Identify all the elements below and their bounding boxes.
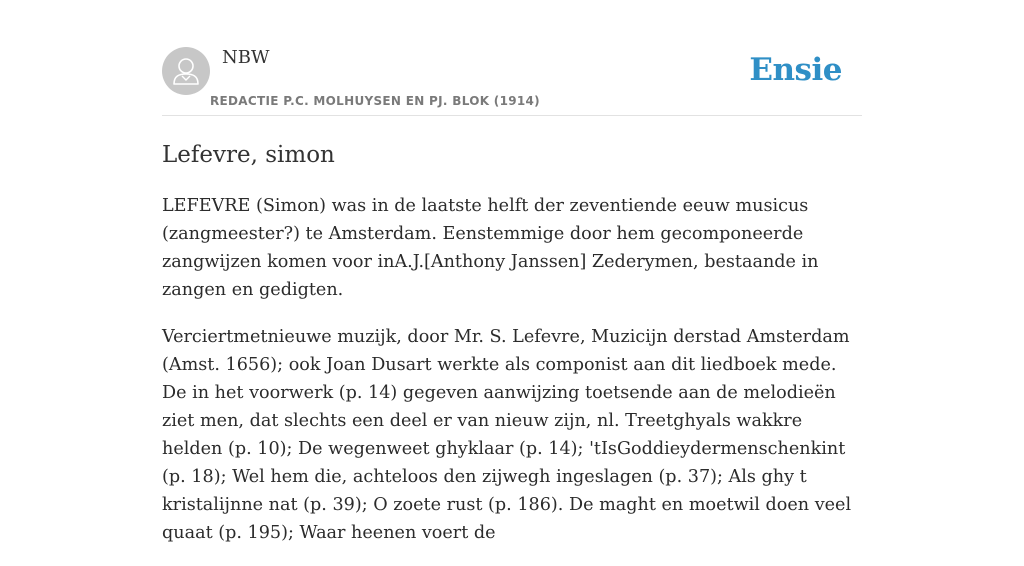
article-body [162, 192, 862, 566]
source-subtitle: REDACTIE P.C. MOLHUYSEN EN PJ. BLOK (1914) [210, 94, 540, 108]
content-container [162, 0, 862, 543]
user-icon [162, 47, 210, 95]
source-header [162, 0, 862, 116]
source-avatar[interactable] [162, 47, 210, 95]
brand-logo[interactable]: Ensie [749, 52, 842, 88]
source-name[interactable]: NBW [222, 47, 270, 68]
article-paragraph: LEFEVRE (Simon) was in de laatste helft der zeventiende eeuw musicus (zangmeester?) te Amsterdam. Eenstemmige door hem gecomponeerde zangwijzen komen voor inA.J.[Anthony Janssen] Zederymen, bestaande in zangen en gedigten. [162, 196, 819, 300]
article-paragraph: Verciertmetnieuwe muzijk, door Mr. S. Lefevre, Muzicijn derstad Amsterdam (Amst. 1656); ook Joan Dusart werkte als componist aan dit liedboek mede. De in het voorwerk (p. 14) gegeven aanwijzing toetsende aan de melodieën ziet men, dat slechts een deel er van nieuw zijn, nl. Treetghyals wakkre helden (p. 10); De wegenweet ghyklaar (p. 14); 'tIsGoddieydermenschenkint (p. 18); Wel hem die, achteloos den zijwegh ingeslagen (p. 37); Als ghy t kristalijnne nat (p. 39); O zoete rust (p. 186). De maght en moetwil doen veel quaat (p. 195); Waar heenen voert de [162, 327, 852, 543]
article-title: Lefevre, simon [162, 142, 335, 168]
